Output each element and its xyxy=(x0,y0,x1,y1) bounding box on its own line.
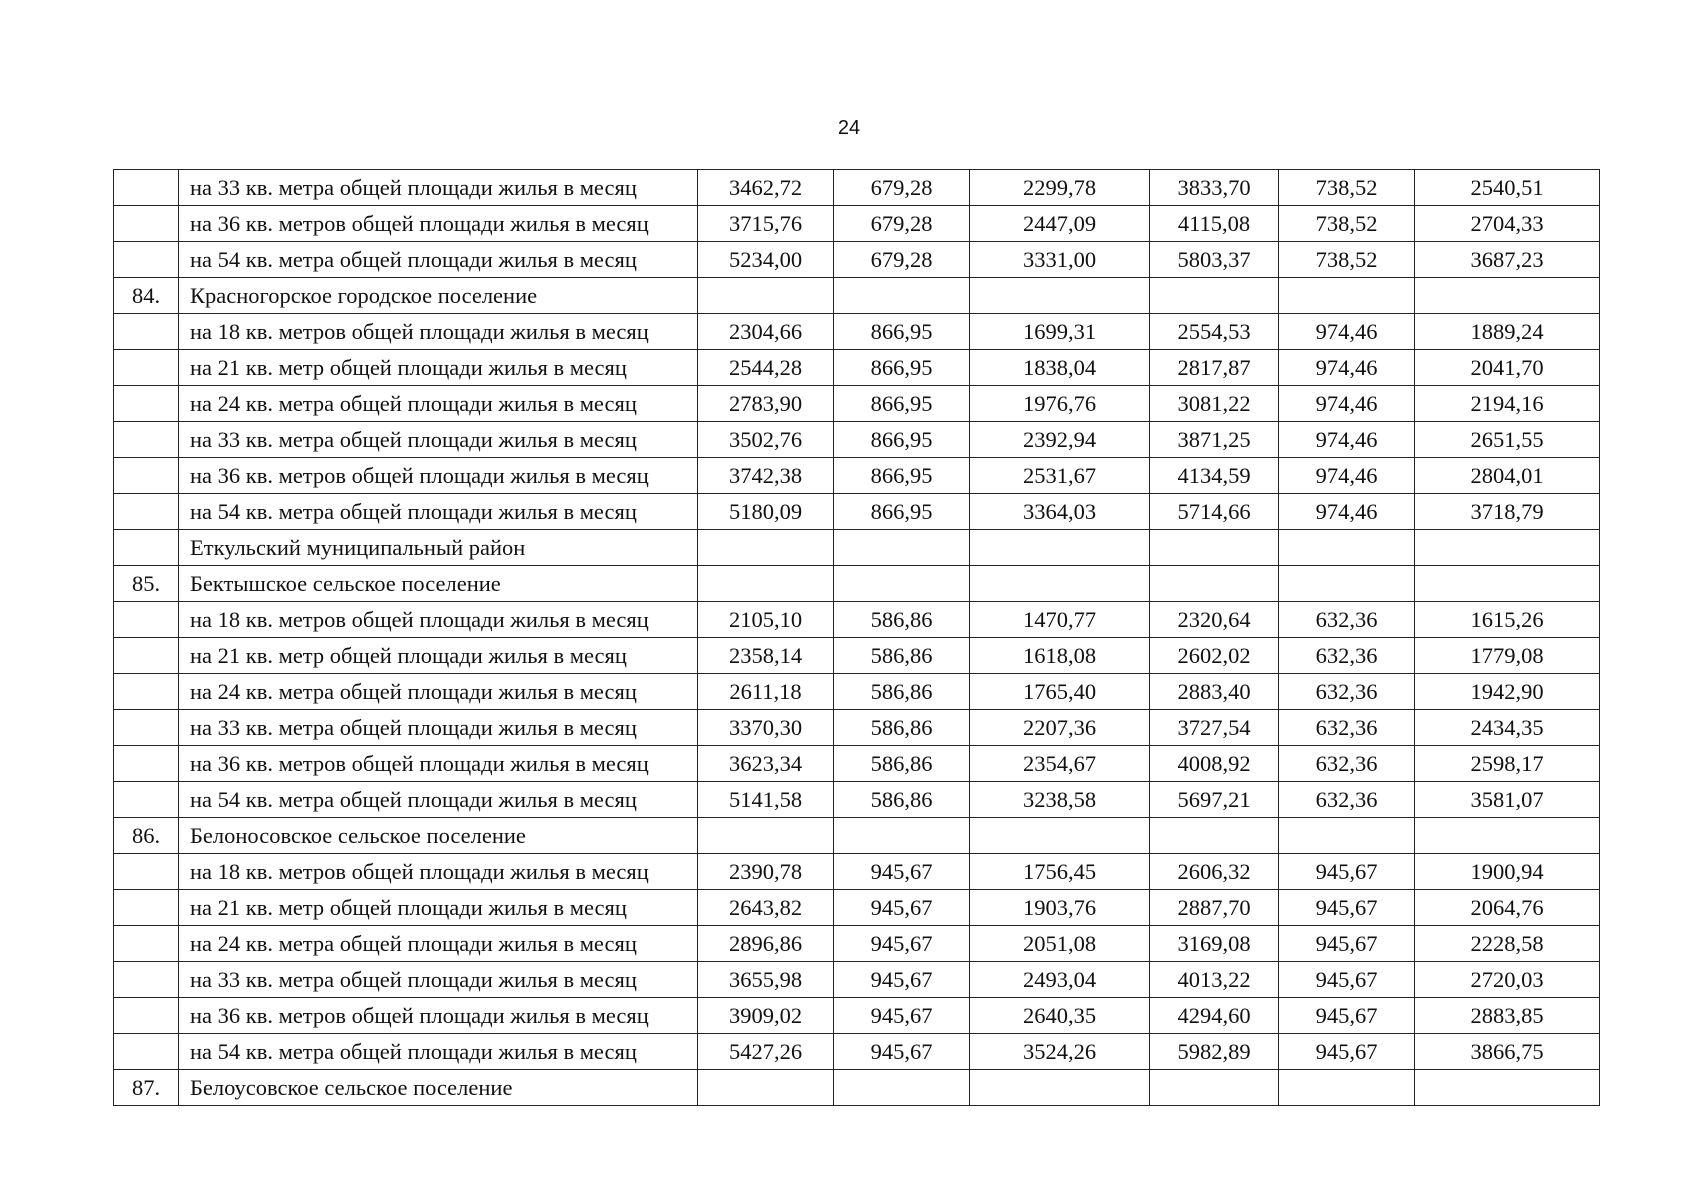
value-cell-4: 2883,40 xyxy=(1150,674,1279,710)
row-number xyxy=(114,422,179,458)
value-cell-3 xyxy=(970,1070,1150,1106)
value-cell-6: 2804,01 xyxy=(1415,458,1600,494)
value-cell-5: 945,67 xyxy=(1279,1034,1415,1070)
value-cell-5: 738,52 xyxy=(1279,170,1415,206)
row-label: на 21 кв. метр общей площади жилья в месяц xyxy=(179,890,698,926)
value-cell-1: 5180,09 xyxy=(698,494,834,530)
value-cell-6 xyxy=(1415,530,1600,566)
value-cell-3: 1699,31 xyxy=(970,314,1150,350)
row-number xyxy=(114,170,179,206)
value-cell-5: 974,46 xyxy=(1279,422,1415,458)
table-row xyxy=(114,458,1600,494)
value-cell-3: 3524,26 xyxy=(970,1034,1150,1070)
value-cell-4 xyxy=(1150,566,1279,602)
table-row xyxy=(114,1070,1600,1106)
value-cell-4: 3169,08 xyxy=(1150,926,1279,962)
row-number xyxy=(114,206,179,242)
row-number xyxy=(114,746,179,782)
value-cell-2: 679,28 xyxy=(834,206,970,242)
row-label: на 21 кв. метр общей площади жилья в месяц xyxy=(179,638,698,674)
table-row xyxy=(114,746,1600,782)
value-cell-2: 866,95 xyxy=(834,386,970,422)
value-cell-4: 2602,02 xyxy=(1150,638,1279,674)
row-number xyxy=(114,386,179,422)
value-cell-2: 945,67 xyxy=(834,962,970,998)
value-cell-4: 3081,22 xyxy=(1150,386,1279,422)
row-number xyxy=(114,710,179,746)
value-cell-5: 632,36 xyxy=(1279,602,1415,638)
value-cell-5: 945,67 xyxy=(1279,926,1415,962)
value-cell-5: 974,46 xyxy=(1279,350,1415,386)
value-cell-2: 679,28 xyxy=(834,170,970,206)
row-label: на 36 кв. метров общей площади жилья в месяц xyxy=(179,998,698,1034)
value-cell-4: 2320,64 xyxy=(1150,602,1279,638)
value-cell-2: 945,67 xyxy=(834,998,970,1034)
row-number xyxy=(114,314,179,350)
table-row xyxy=(114,314,1600,350)
value-cell-5: 632,36 xyxy=(1279,674,1415,710)
row-label: на 33 кв. метра общей площади жилья в месяц xyxy=(179,962,698,998)
value-cell-3: 2354,67 xyxy=(970,746,1150,782)
value-cell-2 xyxy=(834,278,970,314)
value-cell-3: 3331,00 xyxy=(970,242,1150,278)
row-label: на 18 кв. метров общей площади жилья в месяц xyxy=(179,854,698,890)
value-cell-3: 1976,76 xyxy=(970,386,1150,422)
value-cell-1: 2105,10 xyxy=(698,602,834,638)
value-cell-1: 3742,38 xyxy=(698,458,834,494)
table-row xyxy=(114,494,1600,530)
value-cell-1 xyxy=(698,566,834,602)
value-cell-2: 945,67 xyxy=(834,1034,970,1070)
tariff-table xyxy=(113,169,1600,1106)
value-cell-6: 2228,58 xyxy=(1415,926,1600,962)
row-label: на 33 кв. метра общей площади жилья в месяц xyxy=(179,170,698,206)
row-label: на 36 кв. метров общей площади жилья в месяц xyxy=(179,206,698,242)
row-label: на 24 кв. метра общей площади жилья в месяц xyxy=(179,674,698,710)
value-cell-1: 2783,90 xyxy=(698,386,834,422)
table-row xyxy=(114,206,1600,242)
value-cell-3: 2531,67 xyxy=(970,458,1150,494)
value-cell-6: 2041,70 xyxy=(1415,350,1600,386)
value-cell-4: 5982,89 xyxy=(1150,1034,1279,1070)
value-cell-1 xyxy=(698,1070,834,1106)
value-cell-6 xyxy=(1415,566,1600,602)
value-cell-6: 1942,90 xyxy=(1415,674,1600,710)
value-cell-3: 2447,09 xyxy=(970,206,1150,242)
value-cell-2: 866,95 xyxy=(834,422,970,458)
row-number xyxy=(114,998,179,1034)
value-cell-2 xyxy=(834,566,970,602)
value-cell-2: 586,86 xyxy=(834,746,970,782)
value-cell-1: 3909,02 xyxy=(698,998,834,1034)
value-cell-6: 1779,08 xyxy=(1415,638,1600,674)
value-cell-6: 2540,51 xyxy=(1415,170,1600,206)
value-cell-2: 866,95 xyxy=(834,350,970,386)
value-cell-1: 2544,28 xyxy=(698,350,834,386)
value-cell-5: 945,67 xyxy=(1279,890,1415,926)
table-row xyxy=(114,890,1600,926)
value-cell-1: 3462,72 xyxy=(698,170,834,206)
value-cell-2: 945,67 xyxy=(834,854,970,890)
value-cell-6: 3866,75 xyxy=(1415,1034,1600,1070)
row-number: 85. xyxy=(114,566,179,602)
row-label: на 54 кв. метра общей площади жилья в месяц xyxy=(179,1034,698,1070)
value-cell-2: 866,95 xyxy=(834,494,970,530)
value-cell-6: 3718,79 xyxy=(1415,494,1600,530)
value-cell-4: 4115,08 xyxy=(1150,206,1279,242)
table-row xyxy=(114,278,1600,314)
row-label: на 36 кв. метров общей площади жилья в месяц xyxy=(179,746,698,782)
row-label: на 18 кв. метров общей площади жилья в месяц xyxy=(179,314,698,350)
value-cell-3: 1618,08 xyxy=(970,638,1150,674)
value-cell-5: 974,46 xyxy=(1279,386,1415,422)
row-number: 87. xyxy=(114,1070,179,1106)
value-cell-4: 2817,87 xyxy=(1150,350,1279,386)
value-cell-3 xyxy=(970,530,1150,566)
value-cell-2: 586,86 xyxy=(834,638,970,674)
value-cell-4: 4013,22 xyxy=(1150,962,1279,998)
value-cell-2: 866,95 xyxy=(834,458,970,494)
value-cell-3: 2299,78 xyxy=(970,170,1150,206)
row-label: Бектышское сельское поселение xyxy=(179,566,698,602)
row-label: на 21 кв. метр общей площади жилья в месяц xyxy=(179,350,698,386)
value-cell-4: 4008,92 xyxy=(1150,746,1279,782)
value-cell-4: 4134,59 xyxy=(1150,458,1279,494)
value-cell-1: 5141,58 xyxy=(698,782,834,818)
value-cell-4 xyxy=(1150,1070,1279,1106)
table-body xyxy=(114,170,1600,1106)
table-row xyxy=(114,602,1600,638)
row-number: 86. xyxy=(114,818,179,854)
value-cell-3: 1470,77 xyxy=(970,602,1150,638)
table-row xyxy=(114,962,1600,998)
value-cell-6 xyxy=(1415,818,1600,854)
value-cell-1: 2358,14 xyxy=(698,638,834,674)
value-cell-1: 2896,86 xyxy=(698,926,834,962)
row-label: Еткульский муниципальный район xyxy=(179,530,698,566)
value-cell-3: 2493,04 xyxy=(970,962,1150,998)
value-cell-6: 2064,76 xyxy=(1415,890,1600,926)
value-cell-2: 586,86 xyxy=(834,602,970,638)
value-cell-4 xyxy=(1150,530,1279,566)
value-cell-5: 632,36 xyxy=(1279,782,1415,818)
value-cell-5: 632,36 xyxy=(1279,638,1415,674)
table-row xyxy=(114,170,1600,206)
value-cell-4: 3871,25 xyxy=(1150,422,1279,458)
value-cell-6: 1889,24 xyxy=(1415,314,1600,350)
value-cell-3: 3364,03 xyxy=(970,494,1150,530)
row-number xyxy=(114,890,179,926)
value-cell-1: 2611,18 xyxy=(698,674,834,710)
table-row xyxy=(114,422,1600,458)
table-row xyxy=(114,566,1600,602)
value-cell-3: 2640,35 xyxy=(970,998,1150,1034)
row-number xyxy=(114,530,179,566)
value-cell-6: 1900,94 xyxy=(1415,854,1600,890)
value-cell-2 xyxy=(834,818,970,854)
value-cell-5: 974,46 xyxy=(1279,494,1415,530)
row-label: на 54 кв. метра общей площади жилья в месяц xyxy=(179,782,698,818)
value-cell-6: 2598,17 xyxy=(1415,746,1600,782)
table-row xyxy=(114,1034,1600,1070)
table-row xyxy=(114,530,1600,566)
row-number xyxy=(114,926,179,962)
value-cell-3: 1756,45 xyxy=(970,854,1150,890)
value-cell-5 xyxy=(1279,1070,1415,1106)
value-cell-1: 3370,30 xyxy=(698,710,834,746)
value-cell-2: 586,86 xyxy=(834,782,970,818)
row-number xyxy=(114,458,179,494)
row-label: на 24 кв. метра общей площади жилья в месяц xyxy=(179,386,698,422)
value-cell-1 xyxy=(698,278,834,314)
value-cell-5: 632,36 xyxy=(1279,746,1415,782)
value-cell-1: 2304,66 xyxy=(698,314,834,350)
value-cell-6 xyxy=(1415,278,1600,314)
value-cell-5: 738,52 xyxy=(1279,242,1415,278)
row-number: 84. xyxy=(114,278,179,314)
value-cell-5 xyxy=(1279,818,1415,854)
value-cell-5 xyxy=(1279,566,1415,602)
row-label: на 33 кв. метра общей площади жилья в месяц xyxy=(179,710,698,746)
value-cell-2 xyxy=(834,1070,970,1106)
table-row xyxy=(114,386,1600,422)
value-cell-3: 2051,08 xyxy=(970,926,1150,962)
row-label: на 24 кв. метра общей площади жилья в месяц xyxy=(179,926,698,962)
row-label: Белоусовское сельское поселение xyxy=(179,1070,698,1106)
value-cell-6: 2720,03 xyxy=(1415,962,1600,998)
page-number: 24 xyxy=(837,117,861,139)
value-cell-4 xyxy=(1150,278,1279,314)
value-cell-4 xyxy=(1150,818,1279,854)
table-row xyxy=(114,350,1600,386)
table-row xyxy=(114,926,1600,962)
value-cell-2: 866,95 xyxy=(834,314,970,350)
table-row xyxy=(114,818,1600,854)
value-cell-6: 2883,85 xyxy=(1415,998,1600,1034)
row-number xyxy=(114,962,179,998)
table-row xyxy=(114,998,1600,1034)
row-number xyxy=(114,602,179,638)
row-label: на 33 кв. метра общей площади жилья в месяц xyxy=(179,422,698,458)
row-number xyxy=(114,350,179,386)
value-cell-1: 3623,34 xyxy=(698,746,834,782)
value-cell-2: 945,67 xyxy=(834,890,970,926)
value-cell-6: 2194,16 xyxy=(1415,386,1600,422)
value-cell-6 xyxy=(1415,1070,1600,1106)
value-cell-3: 3238,58 xyxy=(970,782,1150,818)
value-cell-6: 2651,55 xyxy=(1415,422,1600,458)
value-cell-3: 1903,76 xyxy=(970,890,1150,926)
value-cell-3 xyxy=(970,818,1150,854)
row-number xyxy=(114,1034,179,1070)
value-cell-3 xyxy=(970,278,1150,314)
row-number xyxy=(114,674,179,710)
value-cell-3: 1765,40 xyxy=(970,674,1150,710)
row-label: на 54 кв. метра общей площади жилья в месяц xyxy=(179,494,698,530)
value-cell-1: 5234,00 xyxy=(698,242,834,278)
value-cell-3: 1838,04 xyxy=(970,350,1150,386)
value-cell-3: 2392,94 xyxy=(970,422,1150,458)
value-cell-2: 586,86 xyxy=(834,674,970,710)
value-cell-5: 632,36 xyxy=(1279,710,1415,746)
row-number xyxy=(114,854,179,890)
value-cell-1 xyxy=(698,818,834,854)
row-label: на 36 кв. метров общей площади жилья в месяц xyxy=(179,458,698,494)
value-cell-4: 3833,70 xyxy=(1150,170,1279,206)
row-label: Белоносовское сельское поселение xyxy=(179,818,698,854)
value-cell-4: 5714,66 xyxy=(1150,494,1279,530)
value-cell-6: 3581,07 xyxy=(1415,782,1600,818)
row-label: на 54 кв. метра общей площади жилья в месяц xyxy=(179,242,698,278)
table-row xyxy=(114,854,1600,890)
value-cell-5 xyxy=(1279,278,1415,314)
value-cell-4: 3727,54 xyxy=(1150,710,1279,746)
value-cell-6: 2704,33 xyxy=(1415,206,1600,242)
value-cell-5: 738,52 xyxy=(1279,206,1415,242)
value-cell-4: 4294,60 xyxy=(1150,998,1279,1034)
value-cell-2: 679,28 xyxy=(834,242,970,278)
table-row xyxy=(114,782,1600,818)
value-cell-1: 2390,78 xyxy=(698,854,834,890)
table-row xyxy=(114,242,1600,278)
row-number xyxy=(114,638,179,674)
value-cell-1: 5427,26 xyxy=(698,1034,834,1070)
table-row xyxy=(114,710,1600,746)
value-cell-2: 945,67 xyxy=(834,926,970,962)
row-label: на 18 кв. метров общей площади жилья в месяц xyxy=(179,602,698,638)
value-cell-1: 3715,76 xyxy=(698,206,834,242)
value-cell-3 xyxy=(970,566,1150,602)
value-cell-1 xyxy=(698,530,834,566)
value-cell-6: 2434,35 xyxy=(1415,710,1600,746)
value-cell-1: 3502,76 xyxy=(698,422,834,458)
value-cell-5: 974,46 xyxy=(1279,314,1415,350)
value-cell-4: 2554,53 xyxy=(1150,314,1279,350)
value-cell-4: 2606,32 xyxy=(1150,854,1279,890)
value-cell-1: 3655,98 xyxy=(698,962,834,998)
value-cell-5 xyxy=(1279,530,1415,566)
row-number xyxy=(114,242,179,278)
value-cell-3: 2207,36 xyxy=(970,710,1150,746)
value-cell-4: 5803,37 xyxy=(1150,242,1279,278)
value-cell-4: 5697,21 xyxy=(1150,782,1279,818)
value-cell-1: 2643,82 xyxy=(698,890,834,926)
value-cell-4: 2887,70 xyxy=(1150,890,1279,926)
value-cell-2 xyxy=(834,530,970,566)
row-label: Красногорское городское поселение xyxy=(179,278,698,314)
value-cell-6: 3687,23 xyxy=(1415,242,1600,278)
table-row xyxy=(114,674,1600,710)
row-number xyxy=(114,494,179,530)
value-cell-5: 974,46 xyxy=(1279,458,1415,494)
row-number xyxy=(114,782,179,818)
value-cell-5: 945,67 xyxy=(1279,854,1415,890)
value-cell-5: 945,67 xyxy=(1279,962,1415,998)
value-cell-2: 586,86 xyxy=(834,710,970,746)
value-cell-5: 945,67 xyxy=(1279,998,1415,1034)
value-cell-6: 1615,26 xyxy=(1415,602,1600,638)
table-row xyxy=(114,638,1600,674)
